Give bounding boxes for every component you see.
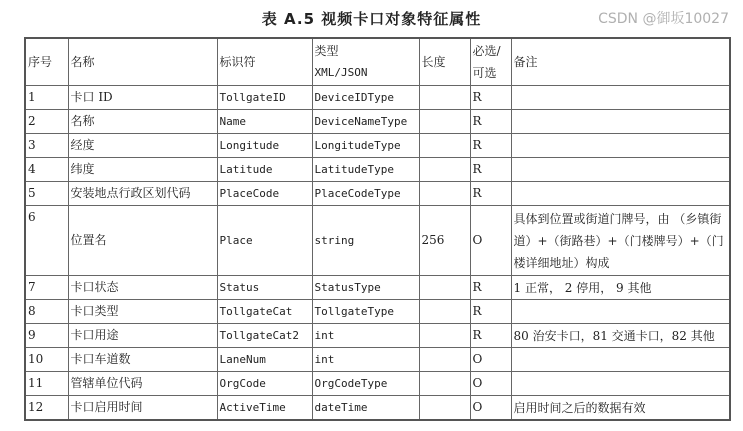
cell-seq: 2: [25, 110, 68, 134]
header-seq: 序号: [25, 38, 68, 86]
cell-name: 安装地点行政区划代码: [68, 182, 217, 206]
cell-seq: 1: [25, 86, 68, 110]
cell-required: R: [470, 300, 511, 324]
cell-identifier: TollgateID: [217, 86, 312, 110]
header-type-line2: XML/JSON: [314, 66, 368, 79]
cell-seq: 6: [25, 206, 68, 276]
table-row: [25, 206, 730, 276]
table-row: [25, 348, 730, 372]
cell-seq: 9: [25, 324, 68, 348]
cell-type: PlaceCodeType: [312, 182, 419, 206]
cell-identifier: LaneNum: [217, 348, 312, 372]
cell-required: R: [470, 158, 511, 182]
cell-note: [511, 86, 730, 110]
cell-type: LongitudeType: [312, 134, 419, 158]
cell-identifier: Latitude: [217, 158, 312, 182]
cell-length: 256: [419, 206, 470, 276]
cell-name: 卡口车道数: [68, 348, 217, 372]
cell-seq: 11: [25, 372, 68, 396]
cell-identifier: ActiveTime: [217, 396, 312, 421]
cell-required: R: [470, 276, 511, 300]
cell-length: [419, 372, 470, 396]
cell-name: 卡口类型: [68, 300, 217, 324]
cell-type: LatitudeType: [312, 158, 419, 182]
cell-required: R: [470, 182, 511, 206]
header-required-line2: 可选: [472, 66, 497, 80]
cell-length: [419, 324, 470, 348]
cell-length: [419, 110, 470, 134]
cell-required: O: [470, 206, 511, 276]
cell-length: [419, 158, 470, 182]
cell-identifier: TollgateCat2: [217, 324, 312, 348]
cell-seq: 5: [25, 182, 68, 206]
cell-name: 纬度: [68, 158, 217, 182]
cell-type: int: [312, 324, 419, 348]
cell-length: [419, 300, 470, 324]
tollgate-attributes-table: [24, 37, 731, 421]
cell-note: [511, 348, 730, 372]
cell-name: 经度: [68, 134, 217, 158]
table-row: [25, 86, 730, 110]
cell-type: OrgCodeType: [312, 372, 419, 396]
cell-type: TollgateType: [312, 300, 419, 324]
cell-identifier: Longitude: [217, 134, 312, 158]
cell-note: [511, 158, 730, 182]
cell-length: [419, 182, 470, 206]
cell-length: [419, 86, 470, 110]
cell-note: [511, 300, 730, 324]
cell-required: O: [470, 348, 511, 372]
cell-note: [511, 134, 730, 158]
cell-seq: 4: [25, 158, 68, 182]
cell-name: 卡口 ID: [68, 86, 217, 110]
cell-type: DeviceIDType: [312, 86, 419, 110]
table-row: [25, 372, 730, 396]
cell-identifier: Name: [217, 110, 312, 134]
watermark: CSDN @御坂10027: [598, 11, 729, 27]
cell-type: DeviceNameType: [312, 110, 419, 134]
header-note: 备注: [511, 38, 730, 86]
header-required: [470, 38, 511, 86]
cell-seq: 8: [25, 300, 68, 324]
cell-seq: 3: [25, 134, 68, 158]
cell-required: O: [470, 372, 511, 396]
cell-type: dateTime: [312, 396, 419, 421]
table-row: [25, 158, 730, 182]
header-name: 名称: [68, 38, 217, 86]
header-length: 长度: [419, 38, 470, 86]
cell-name: 卡口状态: [68, 276, 217, 300]
cell-required: R: [470, 110, 511, 134]
cell-identifier: Place: [217, 206, 312, 276]
cell-seq: 10: [25, 348, 68, 372]
cell-note: [511, 182, 730, 206]
cell-length: [419, 134, 470, 158]
cell-required: R: [470, 324, 511, 348]
cell-note: 80 治安卡口，81 交通卡口，82 其他: [511, 324, 730, 348]
cell-identifier: PlaceCode: [217, 182, 312, 206]
cell-length: [419, 396, 470, 421]
cell-note: 具体到位置或街道门牌号，由 （乡镇街道）+（街路巷）+（门楼牌号）+（门楼详细地址）构成: [511, 206, 730, 276]
cell-note: 1 正常， 2 停用， 9 其他: [511, 276, 730, 300]
cell-required: O: [470, 396, 511, 421]
header-identifier: 标识符: [217, 38, 312, 86]
cell-length: [419, 348, 470, 372]
cell-name: 位置名: [68, 206, 217, 276]
cell-length: [419, 276, 470, 300]
cell-identifier: TollgateCat: [217, 300, 312, 324]
cell-name: 卡口启用时间: [68, 396, 217, 421]
cell-note: [511, 110, 730, 134]
cell-name: 管辖单位代码: [68, 372, 217, 396]
header-required-line1: 必选/: [472, 44, 501, 58]
table-row: [25, 396, 730, 421]
cell-required: R: [470, 134, 511, 158]
cell-type: string: [312, 206, 419, 276]
cell-note: [511, 372, 730, 396]
table-row: [25, 110, 730, 134]
cell-name: 名称: [68, 110, 217, 134]
header-row: [25, 38, 730, 86]
header-type-line1: 类型: [314, 44, 339, 58]
table-row: [25, 134, 730, 158]
cell-required: R: [470, 86, 511, 110]
cell-seq: 12: [25, 396, 68, 421]
cell-note: 启用时间之后的数据有效: [511, 396, 730, 421]
table-row: [25, 300, 730, 324]
cell-seq: 7: [25, 276, 68, 300]
table-title: 表 A.5 视频卡口对象特征属性: [261, 10, 482, 28]
cell-identifier: Status: [217, 276, 312, 300]
cell-identifier: OrgCode: [217, 372, 312, 396]
cell-name: 卡口用途: [68, 324, 217, 348]
table-row: [25, 182, 730, 206]
table-row: [25, 324, 730, 348]
cell-type: int: [312, 348, 419, 372]
header-type: [312, 38, 419, 86]
cell-type: StatusType: [312, 276, 419, 300]
table-row: [25, 276, 730, 300]
